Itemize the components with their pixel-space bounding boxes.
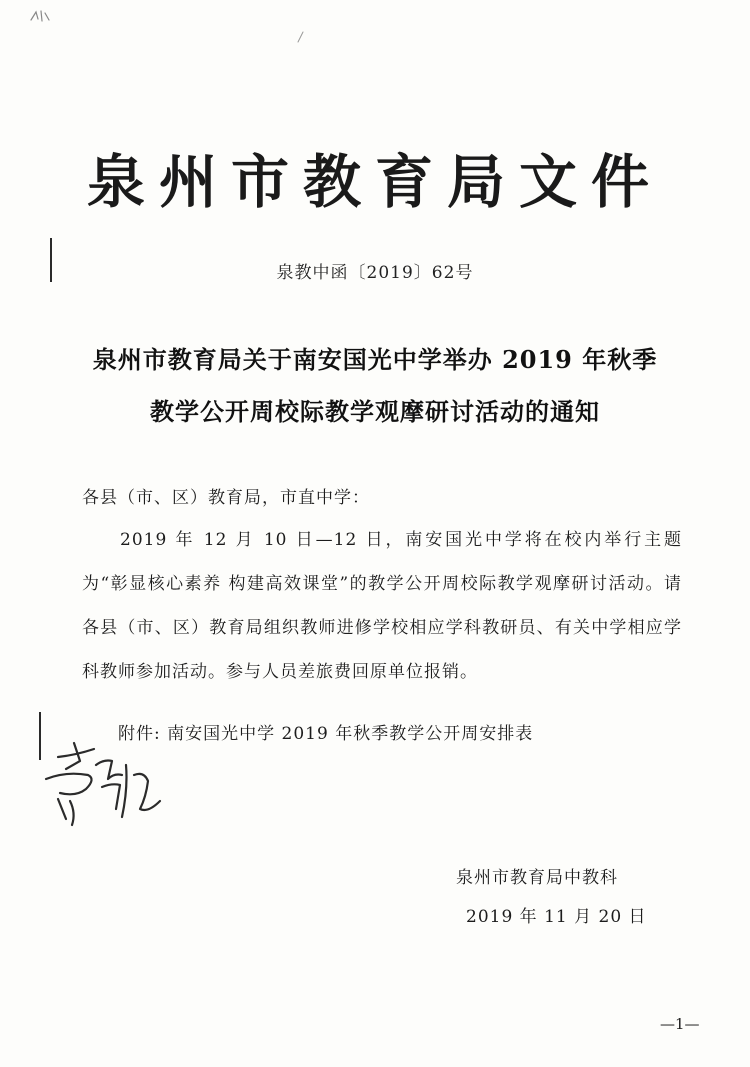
stray-mark (295, 30, 305, 44)
notice-title-line-1: 泉州市教育局关于南安国光中学举办 2019 年秋季 (92, 345, 658, 374)
body-paragraph: 2019 年 12 月 10 日—12 日，南安国光中学将在校内举行主题为“彰显核心素养 构建高效课堂”的教学公开周校际教学观摩研讨活动。请各县（市、区）教育局组织教师进修学校相应学科教研员、有关中学相应学科教师参加活动。参与人员差旅费回原单位报销。 (82, 530, 682, 682)
corner-scribble (28, 8, 52, 24)
issuer: 泉州市教育局中教科 (456, 868, 618, 888)
handwritten-signature (36, 735, 176, 835)
masthead: 泉州市教育局文件 (86, 148, 663, 216)
salutation: 各县（市、区）教育局，市直中学： (82, 488, 370, 508)
notice-title-line-2: 教学公开周校际教学观摩研讨活动的通知 (150, 397, 600, 426)
issue-date: 2019 年 11 月 20 日 (466, 907, 647, 927)
document-number: 泉教中函〔2019〕62号 (276, 263, 474, 283)
page-number: —1— (660, 1015, 700, 1033)
attachment-line: 附件: 南安国光中学 2019 年秋季教学公开周安排表 (118, 724, 534, 744)
